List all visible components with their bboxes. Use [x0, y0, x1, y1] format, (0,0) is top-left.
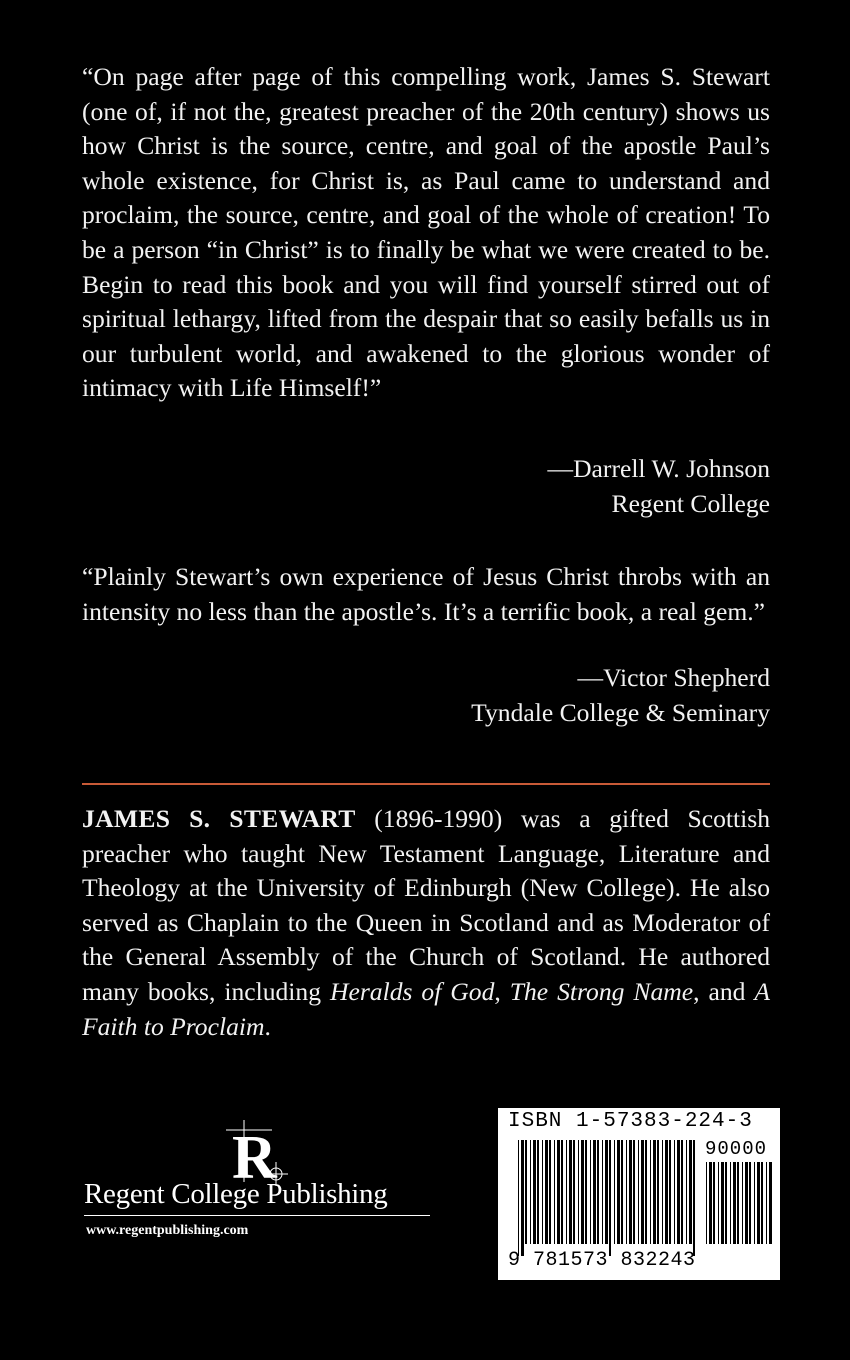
barcode-bar — [686, 1140, 687, 1244]
barcode-bar — [742, 1162, 743, 1244]
barcode-bar — [662, 1140, 663, 1244]
publisher-rule — [84, 1215, 430, 1216]
price-code: 90000 — [705, 1138, 768, 1160]
attribution-shepherd-affiliation: Tyndale College & Seminary — [471, 697, 770, 727]
barcode-bar — [609, 1140, 611, 1256]
barcode-bar — [602, 1140, 603, 1244]
barcode-bar — [745, 1162, 748, 1244]
bio-book-faith: A Faith to Proclaim — [82, 976, 771, 1041]
barcode-main-bars — [518, 1140, 698, 1256]
barcode-bar — [730, 1162, 731, 1244]
bio-end: . — [264, 1011, 271, 1041]
barcode-bar — [737, 1162, 739, 1244]
barcode-bar — [614, 1140, 615, 1244]
barcode-bar — [721, 1162, 724, 1244]
quote-johnson-text: “On page after page of this compelling work, James S. Stewart (one of, if not the, greatest preacher of the 20th century) shows us how Christ is the source, centre, and goal of the apostle Paul’s whole existence, for Christ is, as Paul came to understand and proclaim, the source, centre, and goal of the whole of creation! To be a person “in Christ” is to finally be what we were created to be. Begin to read this book and you will find yourself stirred out of spiritual lethargy, lifted from the despair that so easily befalls us in our turbulent world, and awakened to the glorious wonder of intimacy with Life Himself!” — [82, 62, 770, 403]
barcode-bar — [633, 1140, 635, 1244]
barcode-bar — [653, 1140, 656, 1244]
barcode-bar — [521, 1140, 524, 1256]
barcode-bar — [530, 1140, 531, 1244]
barcode-bar — [626, 1140, 627, 1244]
barcode-bar — [669, 1140, 671, 1244]
barcode-bar — [665, 1140, 668, 1244]
barcode-bar — [693, 1140, 695, 1256]
section-divider — [82, 783, 770, 785]
quote-shepherd — [82, 560, 770, 629]
barcode-bar — [597, 1140, 599, 1244]
barcode-bar — [677, 1140, 680, 1244]
barcode-bar — [554, 1140, 555, 1244]
barcode-bar — [718, 1162, 719, 1244]
publisher-name: Regent College Publishing — [84, 1178, 388, 1210]
barcode-bar — [629, 1140, 632, 1244]
barcode-bar — [749, 1162, 751, 1244]
attribution-johnson — [547, 452, 770, 521]
attribution-johnson-author: —Darrell W. Johnson — [547, 454, 770, 483]
barcode-bar — [518, 1140, 519, 1256]
barcode-bar — [689, 1140, 692, 1244]
barcode-bar — [681, 1140, 683, 1244]
barcode-bar — [769, 1162, 772, 1244]
barcode-bar — [706, 1162, 707, 1244]
attribution-shepherd — [471, 661, 770, 730]
quote-johnson — [82, 60, 770, 406]
barcode-addon-bars — [706, 1162, 772, 1256]
barcode-bar — [533, 1140, 536, 1244]
barcode-bar — [645, 1140, 647, 1244]
barcode-bar — [733, 1162, 736, 1244]
barcode-bar — [674, 1140, 675, 1244]
bio-book-heralds: Heralds of God — [329, 976, 495, 1006]
bio-text: (1896-1990) was a gifted Scottish preacher who taught New Testament Language, Literature and Theology at the University of Edinburgh (New College). He also served as Chaplain to the Queen in Scotland and as Moderator of the General Assembly of the Church of Scotland. He authored many books, including — [82, 804, 770, 1006]
barcode-bar — [561, 1140, 563, 1244]
barcode-bar — [641, 1140, 644, 1244]
barcode-bar — [605, 1140, 608, 1244]
barcode-bar — [713, 1162, 715, 1244]
barcode-bar — [757, 1162, 760, 1244]
isbn-text: ISBN 1-57383-224-3 — [508, 1110, 753, 1133]
barcode-bar — [581, 1140, 584, 1244]
bio-book-strong-name: The Strong Name — [509, 976, 694, 1006]
attribution-johnson-affiliation: Regent College — [611, 488, 770, 518]
logo-letter: R — [232, 1124, 277, 1188]
barcode-bar — [549, 1140, 551, 1244]
quote-shepherd-text: “Plainly Stewart’s own experience of Jesus Christ throbs with an intensity no less than the apostle’s. It’s a terrific book, a real gem.” — [82, 562, 770, 626]
barcode-bar — [590, 1140, 591, 1244]
barcode-bar — [557, 1140, 560, 1244]
ean-digits: 9 781573 832243 — [508, 1249, 696, 1272]
barcode-bar — [545, 1140, 548, 1244]
bio-author-name: JAMES S. STEWART — [82, 804, 356, 833]
barcode-bar — [657, 1140, 659, 1244]
publisher-logo — [84, 1118, 434, 1248]
author-bio — [82, 802, 770, 1044]
barcode-bar — [725, 1162, 727, 1244]
barcode-bar — [709, 1162, 712, 1244]
barcode-bar — [593, 1140, 596, 1244]
barcode-bar — [578, 1140, 579, 1244]
barcode-bar — [542, 1140, 543, 1244]
barcode-bar — [573, 1140, 575, 1244]
bio-separator-1: , — [494, 976, 510, 1006]
barcode-bar — [621, 1140, 623, 1244]
barcode-bar — [585, 1140, 587, 1244]
barcode-bar — [650, 1140, 651, 1244]
barcode-bar — [569, 1140, 572, 1244]
barcode-bar — [537, 1140, 539, 1244]
barcode-bar — [761, 1162, 763, 1244]
barcode-bar — [638, 1140, 639, 1244]
barcode-bar — [766, 1162, 767, 1244]
bio-separator-2: , and — [693, 976, 755, 1006]
barcode-bar — [566, 1140, 567, 1244]
publisher-url: www.regentpublishing.com — [86, 1223, 249, 1238]
attribution-shepherd-author: —Victor Shepherd — [577, 663, 770, 692]
barcode-bar — [617, 1140, 620, 1244]
barcode-bar — [754, 1162, 755, 1244]
barcode-bar — [525, 1140, 527, 1244]
barcode — [498, 1108, 780, 1280]
